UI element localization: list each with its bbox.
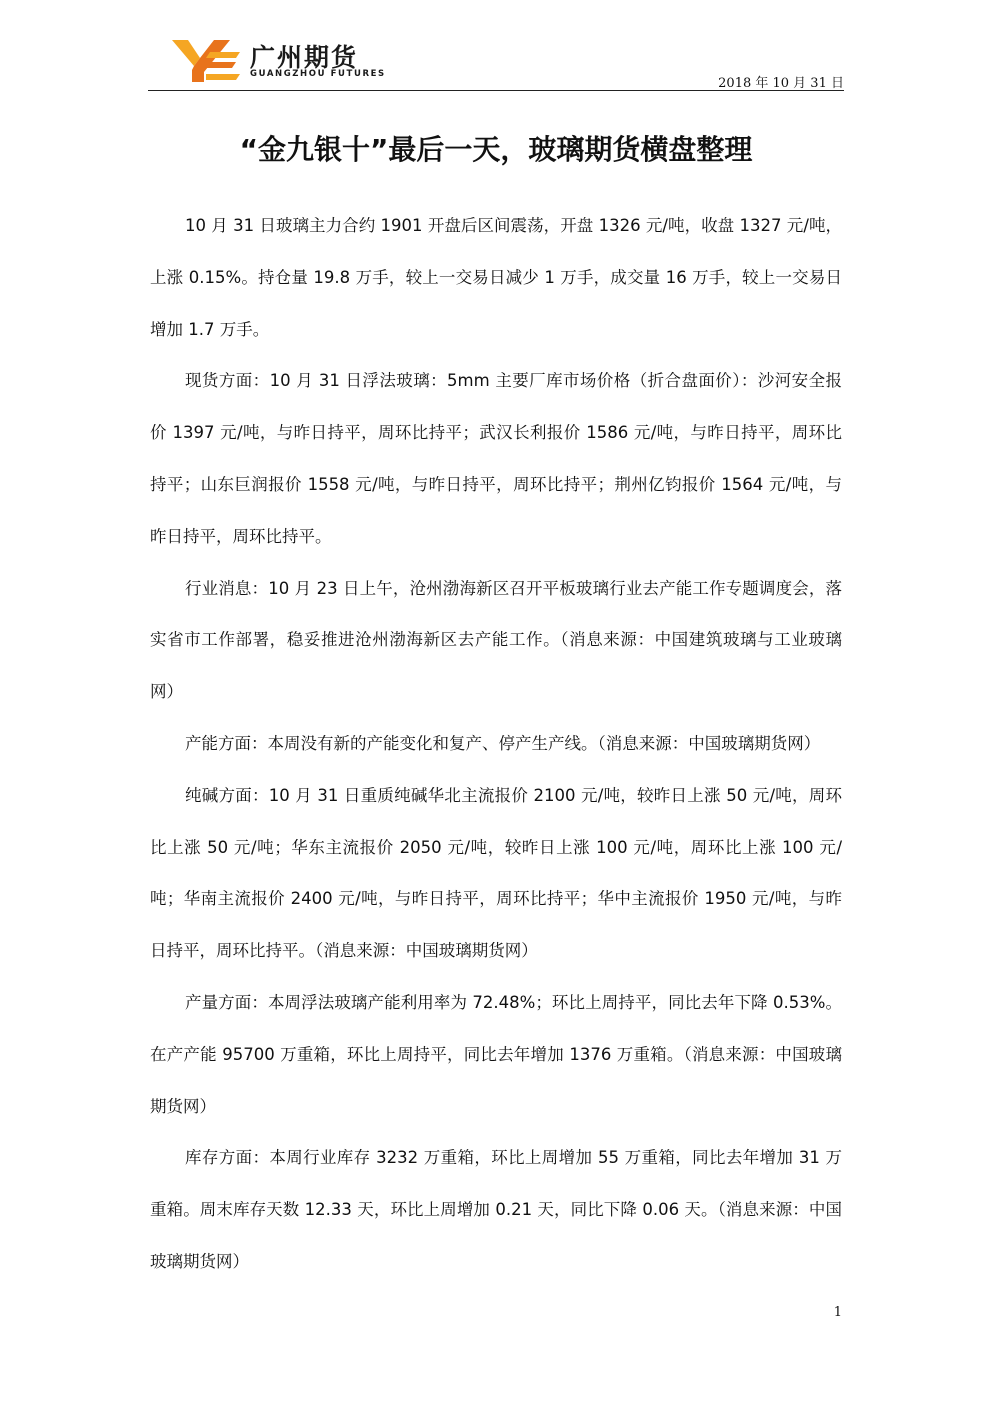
logo-chinese-name: 广州期货 — [250, 43, 359, 72]
paragraph-output: 产量方面：本周浮法玻璃产能利用率为 72.48%；环比上周持平，同比去年下降 0.53%。在产产能 95700 万重箱，环比上周持平，同比去年增加 1376 万重箱。（消息来源：中国玻璃期货网） — [150, 992, 842, 1116]
article-body — [150, 200, 842, 1288]
guangzhou-futures-logo-icon — [170, 38, 242, 84]
header-divider — [148, 90, 844, 91]
paragraph-inventory: 库存方面：本周行业库存 3232 万重箱，环比上周增加 55 万重箱，同比去年增加 31 万重箱。周末库存天数 12.33 天，环比上周增加 0.21 天，同比下降 0.06 天。（消息来源：中国玻璃期货网） — [150, 1148, 842, 1271]
report-date: 2018 年 10 月 31 日 — [718, 76, 844, 91]
paragraph-capacity: 产能方面：本周没有新的产能变化和复产、停产生产线。（消息来源：中国玻璃期货网） — [185, 733, 821, 753]
paragraph-industry-news: 行业消息：10 月 23 日上午，沧州渤海新区召开平板玻璃行业去产能工作专题调度会，落实省市工作部署，稳妥推进沧州渤海新区去产能工作。（消息来源：中国建筑玻璃与工业玻璃网） — [150, 578, 842, 702]
article-title: “金九银十”最后一天，玻璃期货横盘整理 — [239, 133, 753, 166]
company-logo — [170, 38, 386, 86]
logo-english-name: GUANGZHOU FUTURES — [250, 69, 386, 79]
page-number: 1 — [833, 1305, 842, 1320]
paragraph-soda-ash: 纯碱方面：10 月 31 日重质纯碱华北主流报价 2100 元/吨，较昨日上涨 50 元/吨，周环比上涨 50 元/吨；华东主流报价 2050 元/吨，较昨日上涨 100 元/吨，周环比上涨 100 元/吨；华南主流报价 2400 元/吨，与昨日持平，周环比持平；华中主流报价 1950 元/吨，与昨日持平，周环比持平。（消息来源：中国玻璃期货网） — [150, 785, 842, 961]
paragraph-spot-prices: 现货方面：10 月 31 日浮法玻璃：5mm 主要厂库市场价格（折合盘面价）：沙河安全报价 1397 元/吨，与昨日持平，周环比持平；武汉长利报价 1586 元/吨，与昨日持平，周环比持平；山东巨润报价 1558 元/吨，与昨日持平，周环比持平；荆州亿钧报价 1564 元/吨，与昨日持平，周环比持平。 — [150, 371, 842, 546]
paragraph-market-summary: 10 月 31 日玻璃主力合约 1901 开盘后区间震荡，开盘 1326 元/吨，收盘 1327 元/吨，上涨 0.15%。持仓量 19.8 万手，较上一交易日减少 1 万手，成交量 16 万手，较上一交易日增加 1.7 万手。 — [150, 216, 842, 339]
